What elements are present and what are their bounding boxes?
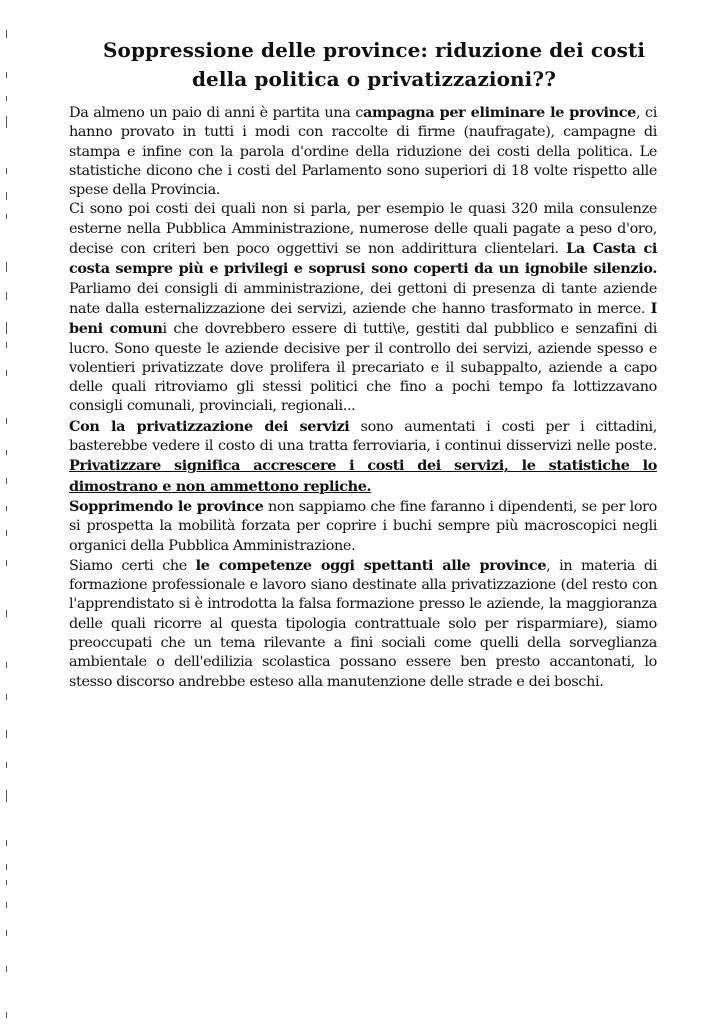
text-run: Ci sono poi costi dei quali non si parla, per esempio le quasi 320 mila consulenze esterne nella Pubblica Amministrazione, numerose delle quali pagate a peso d'oro, decise con criteri ben poco oggettivi se non addirittura clientelari. xyxy=(69,201,657,258)
bold-underlined-run: Privatizzare significa accrescere i costi dei servizi, le statistiche lo dimostrano e non ammettono repliche. xyxy=(69,457,657,495)
paragraph-4 xyxy=(69,497,657,556)
text-run: Parliamo dei consigli di amministrazione, dei gettoni di presenza di tante aziende nate dalla esternalizzazione dei servizi, aziende che hanno trasformato in merce. xyxy=(69,280,657,317)
paragraph-2 xyxy=(69,200,657,416)
text-run: , ci hanno provato in tutti i modi con raccolte di firme (naufragate), campagne di stampa e infine con la parola d'ordine della riduzione dei costi della politica. Le statistiche dicono che i costi del Parlamento sono superiori di 18 volte rispetto alle spese della Provincia. xyxy=(69,105,657,199)
document-page xyxy=(69,36,657,692)
bold-run: le competenze oggi spettanti alle province xyxy=(195,556,547,574)
bold-run: ampagna per eliminare le province xyxy=(363,104,636,121)
scan-edge-marks xyxy=(0,0,14,1024)
paragraph-3 xyxy=(69,417,657,497)
bold-run: Sopprimendo le province xyxy=(69,497,264,515)
text-run: non sappiamo che fine faranno i dipendenti, se per loro si prospetta la mobilità forzata per coprire i buchi sempre più macroscopici negli organici della Pubblica Amministrazione. xyxy=(69,498,657,554)
text-run: Da almeno un paio di anni è partita una c xyxy=(69,105,364,121)
text-run: Siamo certi che xyxy=(69,557,196,574)
document-title xyxy=(91,36,657,94)
paragraph-5 xyxy=(69,556,657,692)
text-run: , in materia di formazione professionale e lavoro siano destinate alla privatizzazione (del resto con l'apprendistato si è introdotta la falsa formazione presso le aziende, la maggioranza delle quali ricorre al questa tipologia contrattuale solo per risparmiare), siamo preoccupati che un tema rilevante a fini sociali come quelli della sorveglianza ambientale o dell'edilizia scolastica possano essere ben presto accantonati, lo stesso discorso andrebbe esteso alla manutenzione delle strade e dei boschi. xyxy=(69,557,657,690)
bold-run: I beni comun xyxy=(69,299,657,338)
article-body xyxy=(69,103,657,692)
text-run: i che dovrebbero essere di tutti\e, gestiti dal pubblico e senzafini di lucro. Sono queste le aziende decisive per il controllo dei servizi, aziende spesso e volentieri privatizzate dove prolifera il precariato e il subappalto, aziende a capo delle quali ritroviamo gli stessi politici che fino a pochi tempo fa lottizzavano consigli comunali, provinciali, regionali... xyxy=(69,321,657,415)
title-line-2: della politica o privatizzazioni?? xyxy=(191,67,557,91)
bold-run: Con la privatizzazione dei servizi xyxy=(69,417,350,435)
title-line-1: Soppressione delle province: riduzione dei costi xyxy=(102,38,646,62)
bold-run: La Casta ci costa sempre più e privilegi e soprusi sono coperti da un ignobile silenzio. xyxy=(69,240,657,278)
paragraph-1 xyxy=(69,103,657,200)
text-run: sono aumentati i costi per i cittadini, basterebbe vedere il costo di una tratta ferroviaria, i continui disservizi nelle poste. xyxy=(69,418,658,455)
